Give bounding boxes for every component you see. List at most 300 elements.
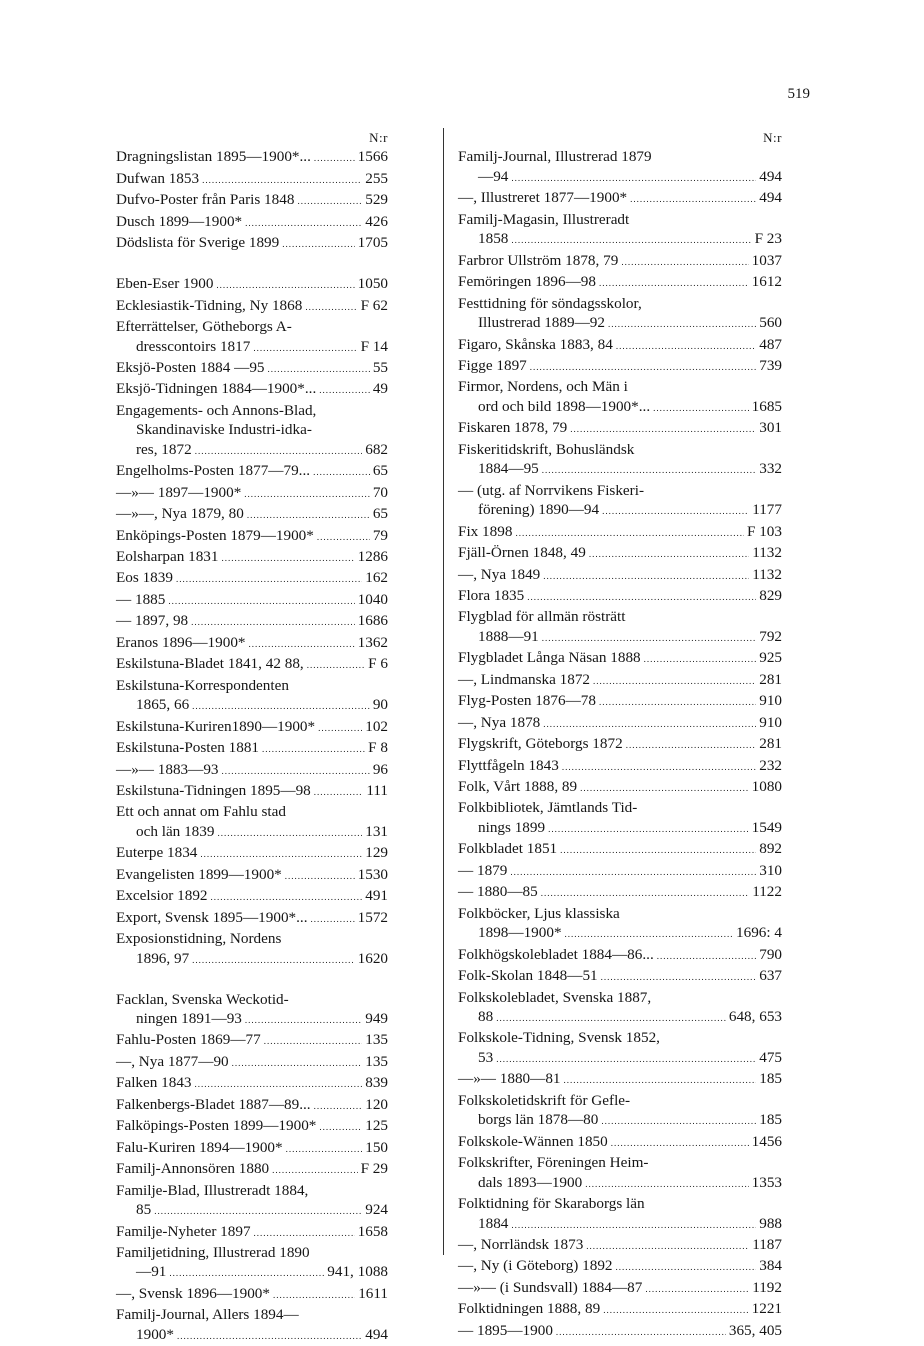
dot-leader	[177, 1325, 362, 1346]
index-entry	[116, 547, 388, 568]
dot-leader	[247, 504, 370, 525]
dot-leader	[527, 586, 756, 607]
entry-number: 281	[759, 670, 782, 688]
dot-leader	[570, 418, 756, 439]
entry-number: 739	[759, 356, 782, 374]
dot-leader	[282, 233, 354, 254]
entry-number: 925	[759, 649, 782, 667]
entry-title: Folkhögskolebladet 1884—86...	[458, 945, 654, 963]
dot-leader	[548, 818, 749, 839]
entry-title-line: Festtidning för söndagsskolor,	[458, 294, 642, 312]
entry-title-line: Folkböcker, Ljus klassiska	[458, 904, 620, 922]
dot-leader	[169, 1262, 324, 1283]
entry-list-right	[458, 147, 782, 1342]
index-entry	[458, 356, 782, 377]
dot-leader	[305, 296, 357, 317]
index-entry	[116, 865, 388, 886]
dot-leader	[222, 760, 370, 781]
index-entry	[458, 459, 782, 480]
index-entry	[458, 167, 782, 188]
index-entry	[458, 1007, 782, 1028]
entry-title-line: Familjetidning, Illustrerad 1890	[116, 1243, 310, 1261]
entry-number: 1040	[357, 590, 388, 608]
entry-number: 65	[372, 462, 388, 480]
index-entry	[458, 1299, 782, 1320]
index-entry	[458, 1132, 782, 1153]
entry-title-line: Folkskolebladet, Svenska 1887,	[458, 988, 652, 1006]
index-entry	[116, 611, 388, 632]
index-entry	[116, 1262, 388, 1283]
entry-title-line: Familj-Journal, Illustrerad 1879	[458, 148, 652, 166]
dot-leader	[511, 229, 751, 250]
dot-leader	[630, 188, 756, 209]
entry-title: Falken 1843	[116, 1074, 192, 1092]
entry-title: —»— 1880—81	[458, 1070, 561, 1088]
entry-title: Dusch 1899—1900*	[116, 212, 243, 230]
entry-title: Fix 1898	[458, 522, 513, 540]
entry-title: och län 1839	[136, 822, 215, 840]
dot-leader	[593, 670, 756, 691]
entry-title-line: Facklan, Svenska Weckotid-	[116, 990, 289, 1008]
entry-title-line: Folktidning för Skaraborgs län	[458, 1195, 645, 1213]
index-entry	[116, 590, 388, 611]
index-entry	[116, 1052, 388, 1073]
index-entry	[116, 1325, 388, 1346]
index-entry	[116, 633, 388, 654]
entry-number: 790	[759, 945, 782, 963]
entry-number: 129	[365, 844, 388, 862]
index-entry	[116, 147, 388, 168]
entry-title-line: Eskilstuna-Korrespondenten	[116, 676, 289, 694]
dot-leader	[543, 565, 749, 586]
index-entry	[458, 272, 782, 293]
entry-title-line: Efterrättelser, Götheborgs A-	[116, 318, 292, 336]
entry-title-line: Ett och annat om Fahlu stad	[116, 803, 286, 821]
entry-title: Eskilstuna-Tidningen 1895—98	[116, 782, 311, 800]
dot-leader	[543, 713, 756, 734]
entry-title: Familje-Nyheter 1897	[116, 1222, 251, 1240]
entry-title-line: Fiskeritidskrift, Bohusländsk	[458, 440, 635, 458]
dot-leader	[311, 908, 355, 929]
dot-leader	[286, 1138, 363, 1159]
dot-leader	[191, 611, 354, 632]
index-column-left	[116, 128, 388, 1346]
dot-leader	[314, 1095, 363, 1116]
entry-title: Figaro, Skånska 1883, 84	[458, 335, 613, 353]
entry-number: 365, 405	[728, 1321, 782, 1339]
entry-title: Eben-Eser 1900	[116, 275, 214, 293]
dot-leader	[176, 568, 362, 589]
index-entry	[116, 1030, 388, 1051]
entry-title: — 1885	[116, 590, 166, 608]
index-entry	[458, 335, 782, 356]
dot-leader	[586, 1235, 749, 1256]
entry-title: Flora 1835	[458, 586, 525, 604]
entry-title: Dragningslistan 1895—1900*...	[116, 148, 311, 166]
dot-leader	[272, 1159, 357, 1180]
index-entry	[116, 483, 388, 504]
index-entry	[116, 843, 388, 864]
entry-title: Fjäll-Örnen 1848, 49	[458, 544, 586, 562]
entry-title-line: Folkbibliotek, Jämtlands Tid-	[458, 799, 638, 817]
entry-title: Dufwan 1853	[116, 169, 200, 187]
dot-leader	[585, 1173, 748, 1194]
entry-number: 941, 1088	[327, 1263, 388, 1281]
dot-leader	[319, 379, 370, 400]
index-entry	[116, 461, 388, 482]
dot-leader	[195, 1073, 363, 1094]
index-entry	[116, 1116, 388, 1137]
dot-leader	[232, 1052, 363, 1073]
dot-leader	[285, 865, 355, 886]
entry-title-line: Familje-Blad, Illustreradt 1884,	[116, 1181, 309, 1199]
entry-title: —, Nya 1849	[458, 565, 541, 583]
entry-title: Falu-Kuriren 1894—1900*	[116, 1138, 283, 1156]
entry-number: 1132	[752, 544, 782, 562]
index-entry	[458, 734, 782, 755]
entry-number: 910	[759, 692, 782, 710]
entry-number: 281	[759, 735, 782, 753]
entry-title-line: Engagements- och Annons-Blad,	[116, 401, 317, 419]
entry-number: 96	[372, 760, 388, 778]
dot-leader	[564, 1069, 757, 1090]
dot-leader	[297, 190, 362, 211]
index-entry	[458, 1321, 782, 1342]
dot-leader	[621, 251, 748, 272]
entry-number: 1696: 4	[736, 924, 782, 942]
entry-title: Folktidningen 1888, 89	[458, 1300, 601, 1318]
dot-leader	[192, 949, 354, 970]
entry-number: 892	[759, 840, 782, 858]
index-entry	[458, 251, 782, 272]
entry-title: Eskilstuna-Bladet 1841, 42 88,	[116, 655, 304, 673]
dot-leader	[253, 337, 357, 358]
entry-number: 487	[759, 335, 782, 353]
index-entry	[116, 358, 388, 379]
entry-title: Flyg-Posten 1876—78	[458, 692, 596, 710]
index-entry	[116, 169, 388, 190]
entry-title: Flygskrift, Göteborgs 1872	[458, 735, 623, 753]
entry-number: 1080	[751, 778, 782, 796]
index-entry	[116, 379, 388, 400]
entry-title: Dufvo-Poster från Paris 1848	[116, 191, 295, 209]
entry-title: — 1879	[458, 861, 508, 879]
dot-leader	[496, 1048, 756, 1069]
entry-title: Flygbladet Långa Näsan 1888	[458, 649, 641, 667]
index-entry	[116, 233, 388, 254]
entry-number: 332	[759, 460, 782, 478]
entry-title: 1896, 97	[136, 949, 190, 967]
dot-leader	[317, 526, 370, 547]
entry-title: borgs län 1878—80	[478, 1111, 599, 1129]
dot-leader	[599, 691, 756, 712]
entry-title: —, Illustreret 1877—1900*	[458, 189, 628, 207]
dot-leader	[307, 654, 365, 675]
entry-title: Familj-Annonsören 1880	[116, 1160, 270, 1178]
dot-leader	[262, 738, 365, 759]
entry-title: Export, Svensk 1895—1900*...	[116, 908, 308, 926]
index-entry	[116, 1138, 388, 1159]
dot-leader	[318, 717, 362, 738]
index-entry	[458, 229, 782, 250]
entry-title: res, 1872	[136, 440, 192, 458]
dot-leader	[541, 882, 749, 903]
dot-leader	[254, 1222, 355, 1243]
entry-title-line: — (utg. af Norrvikens Fiskeri-	[458, 481, 645, 499]
dot-leader	[645, 1278, 749, 1299]
entry-number: 1658	[357, 1222, 388, 1240]
entry-title-line: Familj-Magasin, Illustreradt	[458, 210, 630, 228]
entry-number: 1132	[752, 565, 782, 583]
entry-title: Evangelisten 1899—1900*	[116, 865, 282, 883]
entry-number: 131	[365, 822, 388, 840]
entry-number: 1192	[752, 1278, 782, 1296]
entry-title: Falkenbergs-Bladet 1887—89...	[116, 1095, 311, 1113]
index-entry	[458, 691, 782, 712]
index-entry	[116, 654, 388, 675]
entry-title: Farbror Ullström 1878, 79	[458, 251, 619, 269]
dot-leader	[202, 169, 362, 190]
dot-leader	[580, 777, 749, 798]
entry-number: 120	[365, 1095, 388, 1113]
dot-leader	[216, 274, 354, 295]
entry-title-line: Folkskole-Tidning, Svensk 1852,	[458, 1029, 660, 1047]
entry-number: F 8	[368, 739, 388, 757]
entry-number: 1705	[357, 234, 388, 252]
entry-title: Flyttfågeln 1843	[458, 756, 559, 774]
entry-number: 839	[365, 1074, 388, 1092]
entry-title: Folk-Skolan 1848—51	[458, 967, 598, 985]
index-entry	[458, 923, 782, 944]
entry-title: 53	[478, 1048, 494, 1066]
entry-number: 1050	[357, 275, 388, 293]
entry-title-line: Familj-Journal, Allers 1894—	[116, 1306, 299, 1324]
entry-number: 560	[759, 314, 782, 332]
index-entry	[458, 397, 782, 418]
entry-title: Femöringen 1896—98	[458, 273, 596, 291]
index-entry	[116, 886, 388, 907]
dot-leader	[195, 440, 363, 461]
index-entry	[458, 756, 782, 777]
index-entry	[458, 966, 782, 987]
entry-title: Eranos 1896—1900*	[116, 633, 246, 651]
entry-number: 648, 653	[728, 1008, 782, 1026]
dot-leader	[657, 945, 756, 966]
entry-number: 1611	[358, 1284, 388, 1302]
entry-number: 255	[365, 169, 388, 187]
dot-leader	[273, 1284, 355, 1305]
entry-number: 1122	[752, 883, 782, 901]
entry-title: Folkbladet 1851	[458, 840, 558, 858]
dot-leader	[515, 522, 744, 543]
column-header-nr: N:r	[763, 130, 782, 145]
entry-title-line: Firmor, Nordens, och Män i	[458, 378, 628, 396]
dot-leader	[542, 627, 756, 648]
index-entry	[116, 695, 388, 716]
entry-title: —, Lindmanska 1872	[458, 670, 591, 688]
entry-title: —, Svensk 1896—1900*	[116, 1284, 270, 1302]
dot-leader	[565, 923, 733, 944]
entry-number: 988	[759, 1214, 782, 1232]
index-entry	[458, 188, 782, 209]
entry-title: —91	[136, 1263, 167, 1281]
entry-title: dresscontoirs 1817	[136, 337, 251, 355]
dot-leader	[530, 356, 756, 377]
dot-leader	[653, 397, 749, 418]
entry-title-line: Exposionstidning, Nordens	[116, 930, 282, 948]
index-entry	[458, 586, 782, 607]
index-entry	[458, 500, 782, 521]
entry-title: dals 1893—1900	[478, 1173, 583, 1191]
index-entry	[116, 949, 388, 970]
entry-title: nings 1899	[478, 818, 546, 836]
dot-leader	[602, 500, 749, 521]
entry-title: —, Norrländsk 1873	[458, 1236, 584, 1253]
entry-title: Figge 1897	[458, 356, 527, 374]
index-entry	[116, 760, 388, 781]
entry-number: F 62	[360, 296, 388, 314]
index-column-right	[458, 128, 782, 1342]
entry-title: Folkskole-Wännen 1850	[458, 1132, 608, 1150]
entry-title: Excelsior 1892	[116, 887, 208, 905]
index-entry	[458, 648, 782, 669]
dot-leader	[589, 543, 749, 564]
entry-title: Illustrerad 1889—92	[478, 314, 605, 332]
dot-leader	[616, 335, 756, 356]
entry-title-line: Skandinaviske Industri-idka-	[136, 421, 312, 439]
dot-leader	[608, 313, 756, 334]
entry-title: Fahlu-Posten 1869—77	[116, 1031, 261, 1049]
entry-number: 79	[372, 526, 388, 544]
dot-leader	[599, 272, 749, 293]
index-entry	[458, 1048, 782, 1069]
index-entry	[458, 945, 782, 966]
dot-leader	[211, 886, 363, 907]
dot-leader	[616, 1256, 757, 1277]
entry-title-line: Flygblad för allmän rösträtt	[458, 608, 626, 626]
entry-title: Eos 1839	[116, 569, 173, 587]
entry-title: 88	[478, 1008, 494, 1026]
entry-number: 162	[365, 569, 388, 587]
entry-number: 135	[365, 1052, 388, 1070]
index-entry	[116, 190, 388, 211]
index-entry	[458, 1173, 782, 1194]
entry-number: F 14	[360, 337, 388, 355]
index-entry	[116, 440, 388, 461]
dot-leader	[319, 1116, 362, 1137]
dot-leader	[244, 483, 370, 504]
entry-number: 1362	[357, 633, 388, 651]
dot-leader	[200, 843, 362, 864]
entry-title: Eskilstuna-Posten 1881	[116, 739, 260, 757]
dot-leader	[562, 756, 756, 777]
entry-number: 185	[759, 1070, 782, 1088]
index-entry	[458, 818, 782, 839]
index-entry	[458, 543, 782, 564]
dot-leader	[510, 861, 756, 882]
index-entry	[458, 313, 782, 334]
index-entry	[458, 627, 782, 648]
entry-title: Enköpings-Posten 1879—1900*	[116, 526, 314, 544]
index-entry	[116, 717, 388, 738]
dot-leader	[556, 1321, 726, 1342]
entry-number: F 29	[360, 1160, 388, 1178]
entry-title: 1884	[478, 1214, 509, 1232]
entry-number: 70	[372, 483, 388, 501]
index-entry	[116, 526, 388, 547]
entry-title: —94	[478, 167, 509, 185]
entry-title: Eskilstuna-Kuriren1890—1900*	[116, 717, 316, 735]
index-entry	[458, 418, 782, 439]
entry-title: Fiskaren 1878, 79	[458, 419, 568, 437]
entry-title: 1884—95	[478, 460, 539, 478]
index-entry	[116, 504, 388, 525]
entry-number: 829	[759, 586, 782, 604]
entry-title: Engelholms-Posten 1877—79...	[116, 462, 311, 480]
index-entry	[458, 713, 782, 734]
entry-title: Eksjö-Posten 1884 —95	[116, 358, 265, 376]
index-entry	[116, 212, 388, 233]
index-entry	[116, 1200, 388, 1221]
dot-leader	[611, 1132, 749, 1153]
entry-number: 1686	[357, 612, 388, 630]
index-entry	[116, 1159, 388, 1180]
entry-title: Folk, Vårt 1888, 89	[458, 778, 578, 796]
entry-title: —, Ny (i Göteborg) 1892	[458, 1257, 613, 1275]
index-entry	[116, 1222, 388, 1243]
dot-leader	[264, 1030, 363, 1051]
index-entry	[458, 777, 782, 798]
entry-number: 49	[372, 380, 388, 398]
column-header-nr: N:r	[369, 130, 388, 145]
entry-number: 310	[759, 861, 782, 879]
entry-number: F 6	[368, 655, 388, 673]
entry-number: 1177	[752, 501, 782, 519]
entry-title: —, Nya 1878	[458, 713, 541, 731]
entry-number: 1456	[751, 1132, 782, 1150]
entry-number: 529	[365, 191, 388, 209]
dot-leader	[249, 633, 355, 654]
entry-number: 150	[365, 1138, 388, 1156]
index-entry	[116, 568, 388, 589]
dot-leader	[245, 1009, 362, 1030]
dot-leader	[601, 1110, 756, 1131]
entry-number: F 103	[746, 522, 782, 540]
entry-number: 792	[759, 627, 782, 645]
entry-title: —»— 1897—1900*	[116, 483, 242, 501]
dot-leader	[560, 839, 756, 860]
dot-leader	[644, 648, 757, 669]
index-entry	[458, 839, 782, 860]
index-entry	[116, 274, 388, 295]
entry-number: 924	[365, 1201, 388, 1219]
entry-number: 1572	[357, 908, 388, 926]
entry-number: 185	[759, 1111, 782, 1129]
entry-title: Ecklesiastik-Tidning, Ny 1868	[116, 296, 303, 314]
entry-title: 1900*	[136, 1325, 174, 1343]
index-entry	[458, 565, 782, 586]
entry-number: 1612	[751, 273, 782, 291]
index-entry	[116, 1284, 388, 1305]
dot-leader	[313, 461, 370, 482]
dot-leader	[603, 1299, 748, 1320]
entry-number: 384	[759, 1257, 782, 1275]
entry-number: 426	[365, 212, 388, 230]
dot-leader	[511, 167, 756, 188]
index-entry	[458, 1214, 782, 1235]
entry-title: —»—, Nya 1879, 80	[116, 505, 244, 523]
index-entry	[458, 1110, 782, 1131]
